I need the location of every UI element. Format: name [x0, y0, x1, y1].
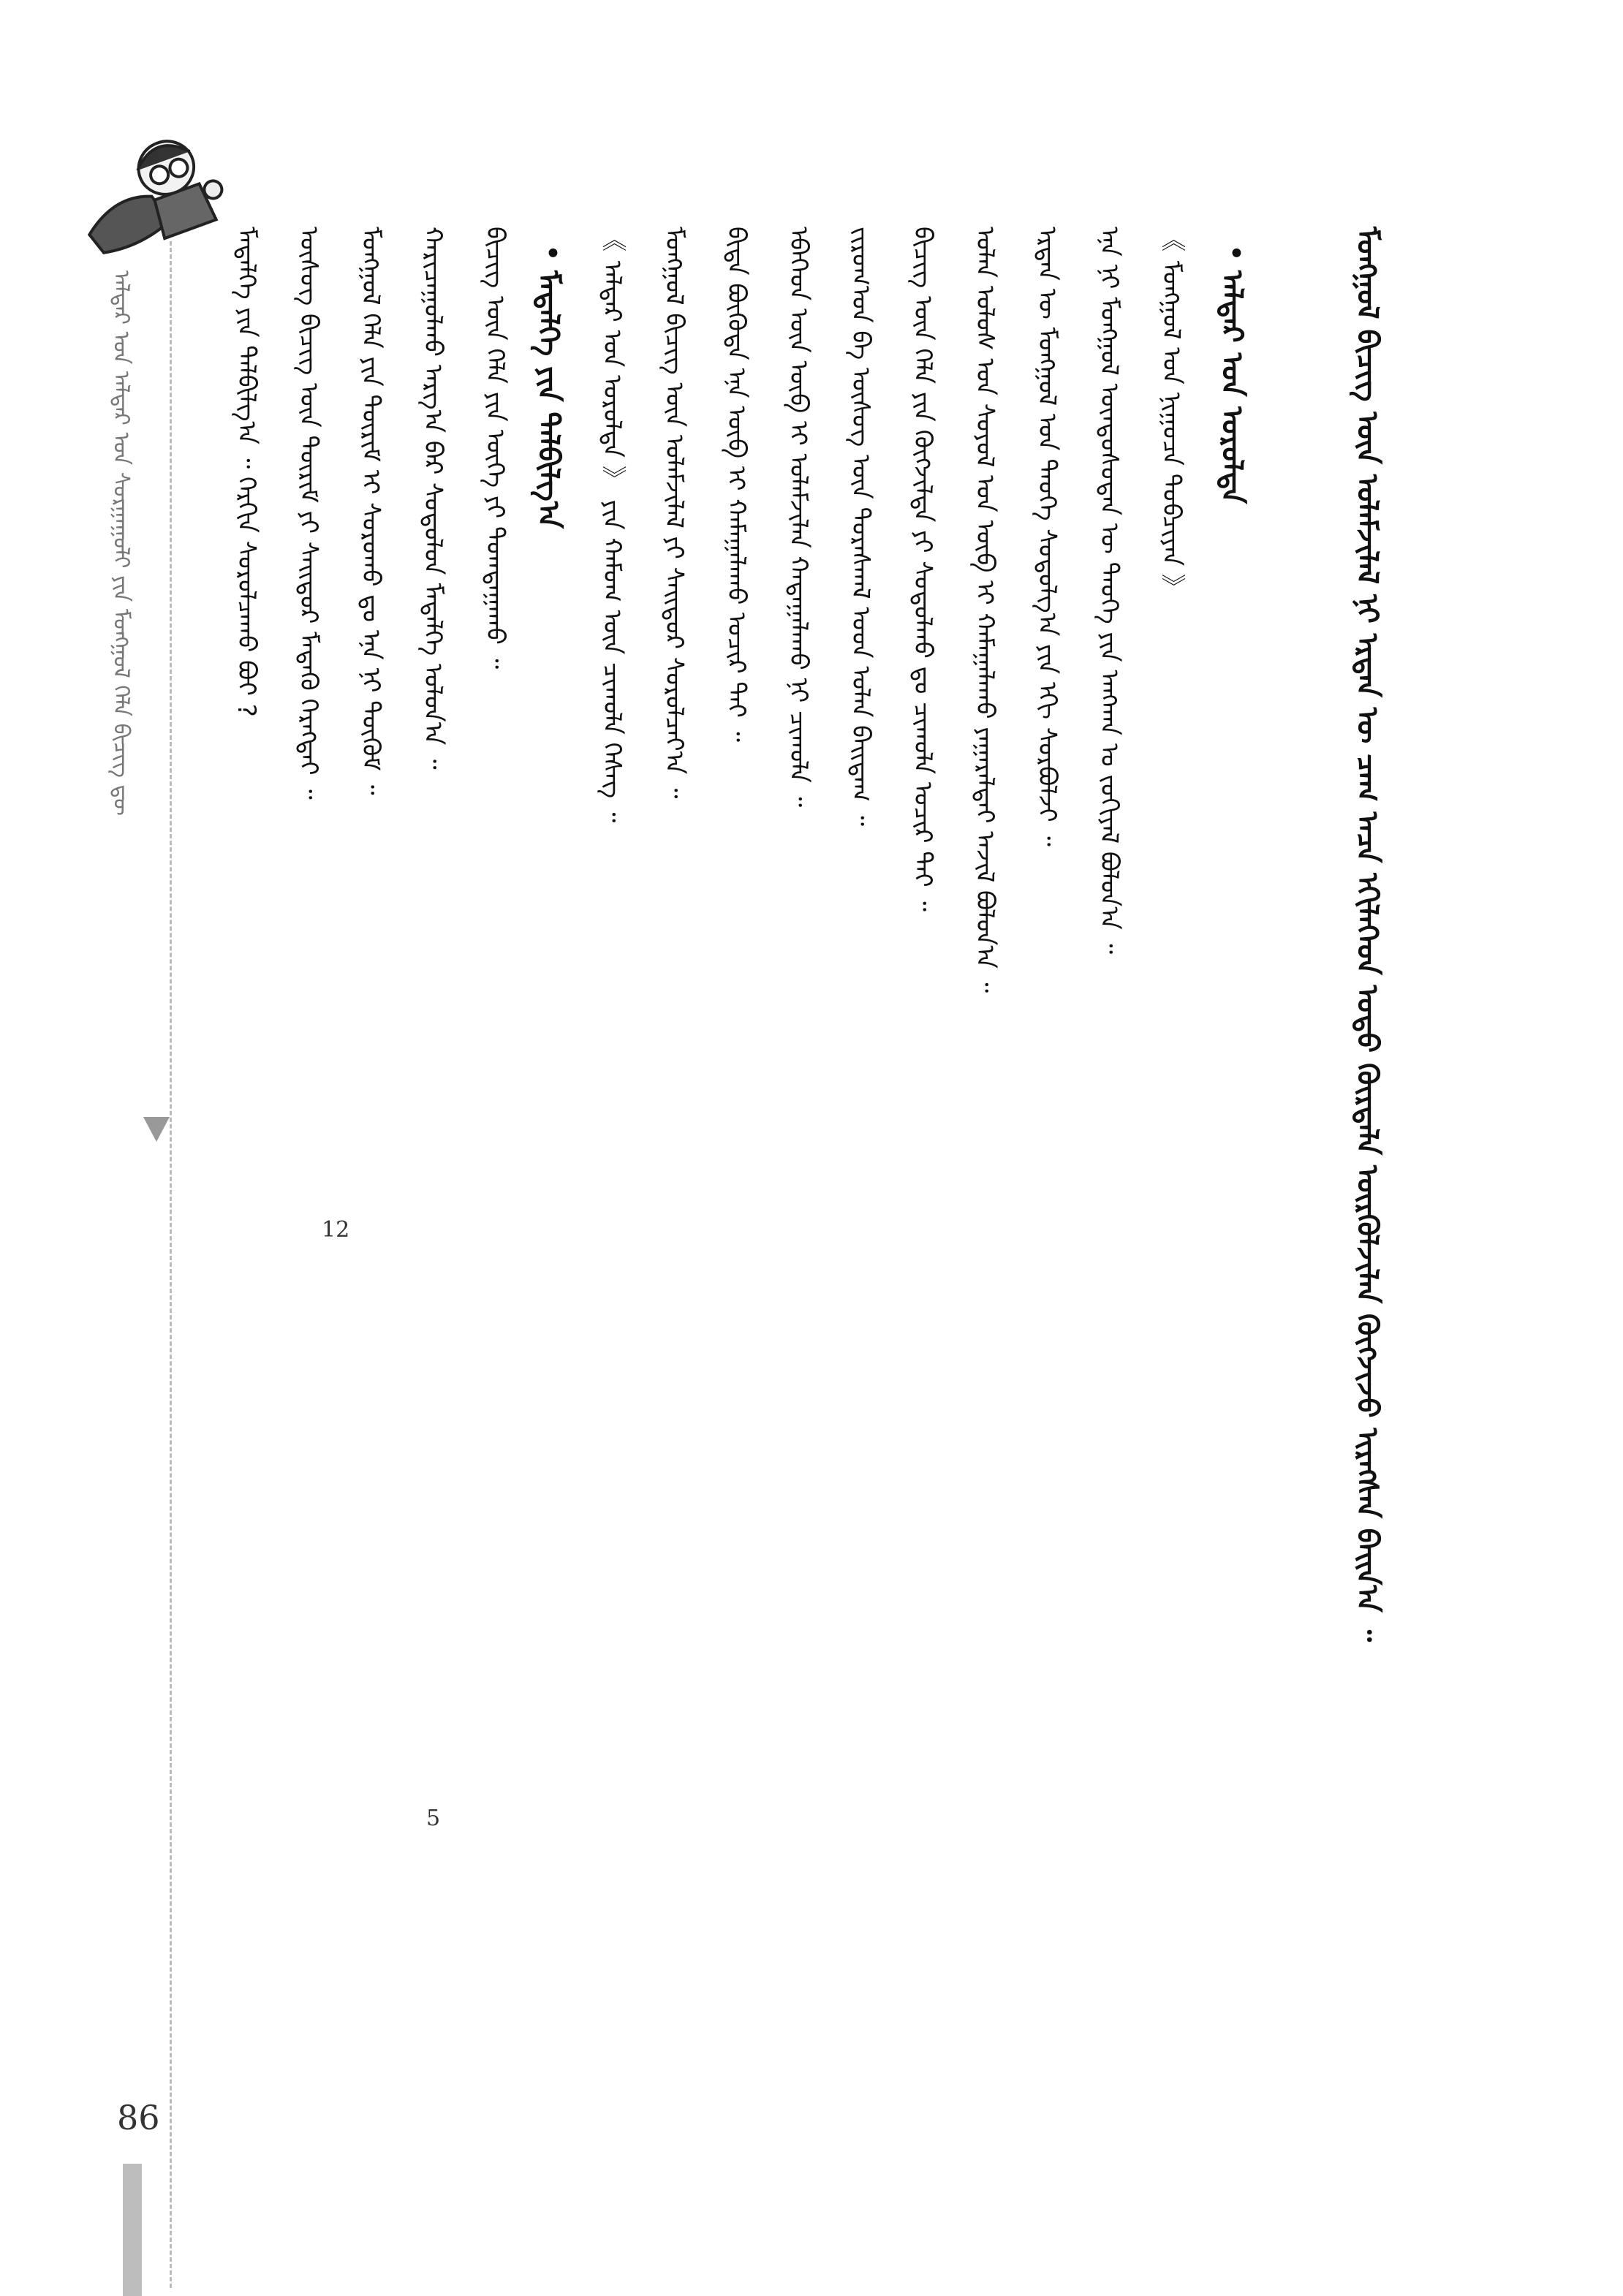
- section-title-2: ᠮᠡᠳᠡᠯᠭᠡ ᠶᠢᠨ ᠲᠠᠯᠪᠢᠯᠭ᠎ᠠ: [531, 270, 565, 529]
- paragraph-1-line: 《 ᠮᠣᠩᠭᠣᠯ ᠤᠨ ᠨᠢᠭᠤᠴᠠ ᠲᠣᠪᠴᠢᠶᠠᠨ 》: [1157, 227, 1186, 600]
- section-title-1: ᠠᠯᠳᠠᠷ ᠤᠨ ᠤᠷᠤᠯᠲᠠ: [1215, 270, 1249, 504]
- triangle-arrow-icon: [143, 1117, 170, 1142]
- paragraph-1-line: 《 ᠠᠯᠳᠠᠷ ᠤᠨ ᠤᠷᠤᠯᠲᠠ 》 ᠶᠢᠨ ᠬᠠᠮᠤᠭ ᠦᠨ ᠴᠢᠬᠤᠯᠠ ᠬᠡᠰᠡᠭ ᠃: [597, 227, 627, 823]
- paragraph-2-line: ᠬᠠᠷᠢᠴᠠᠭᠤᠯᠬᠤ ᠠᠷᠭ᠎ᠠ ᠪᠠᠷ ᠰᠤᠳᠤᠯᠤᠨ ᠮᠡᠳᠡᠯᠭᠡ ᠣᠯᠤᠨ᠎ᠠ ᠃: [418, 227, 447, 770]
- paragraph-1-line: ᠮᠣᠩᠭᠣᠯ ᠪᠢᠴᠢᠭ ᠦᠨ ᠤᠯᠠᠮᠵᠢᠯᠠᠯ ᠶᠢ ᠰᠠᠢᠲᠤᠷ ᠰᠤᠷᠤᠯᠴᠠᠶ᠎ᠠ ᠃: [659, 227, 689, 799]
- dashed-divider: [170, 241, 172, 2288]
- paragraph-1-heading-line: ᠮᠣᠩᠭᠣᠯ ᠪᠢᠴᠢᠭ ᠦᠨ ᠤᠯᠠᠮᠵᠢᠯᠠᠯ ᠨᠢ ᠡᠷᠲᠡᠨ ᠦ ᠴᠠᠭ ᠠᠴᠠ ᠡᠬᠢᠯᠡᠭᠡᠳ ᠣᠳᠣ ᠬᠦᠷᠲᠡᠯᠡ ᠦᠷᠭᠦᠯᠵᠢᠯᠡᠨ ᠬᠥᠭᠵᠢᠵᠦ ᠢᠷᠡᠭᠰᠡᠨ ᠪᠠᠢᠨ᠎ᠠ ᠃: [1350, 227, 1384, 1642]
- paragraph-1-line: ᠣᠯᠠᠨ ᠤᠯᠤᠰ ᠤᠨ ᠰᠣᠶᠣᠯ ᠤᠨ ᠥᠪ ᠢ ᠬᠠᠮᠠᠭᠠᠯᠠᠬᠤ ᠶᠠᠭᠠᠷᠠᠯᠲᠠᠢ ᠠᠵᠢᠯ ᠪᠣᠯᠤᠨ᠎ᠠ ᠃: [970, 227, 999, 993]
- inline-number: 5: [426, 1806, 441, 1831]
- paragraph-1-line: ᠡᠪᠡᠭᠡᠳ ᠦᠨ ᠥᠪ ᠢ ᠤᠯᠠᠮᠵᠢᠯᠠᠨ ᠬᠠᠳᠠᠭᠠᠯᠠᠬᠤ ᠨᠢ ᠴᠢᠬᠤᠯᠠ ᠃: [784, 227, 813, 808]
- page-number: 86: [117, 2098, 160, 2137]
- running-header: ᠠᠯᠳᠠᠷ ᠤᠨ ᠠᠯᠳᠠᠷ ᠤᠨ ᠰᠤᠷᠭᠠᠭᠤᠯᠢ ᠶᠢᠨ ᠮᠣᠩᠭᠣᠯ ᠬᠡᠯᠡ ᠪᠢᠴᠢᠭ ᠳᠦ: [108, 270, 134, 816]
- inline-number: 12: [322, 1217, 350, 1243]
- bullet-icon: •: [1221, 245, 1250, 261]
- paragraph-1-line: ᠡᠷᠲᠡᠨ ᠦ ᠮᠣᠩᠭᠣᠯ ᠤᠨ ᠲᠡᠦᠬᠡ ᠰᠤᠳᠤᠯᠭ᠎ᠠ ᠶᠢᠨ ᠡᠬᠢ ᠰᠤᠷᠪᠤᠯᠵᠢ ᠃: [1032, 227, 1062, 846]
- paragraph-2-line: ᠮᠣᠩᠭᠣᠯ ᠬᠡᠯᠡ ᠶᠢᠨ ᠳᠦᠷᠢᠮ ᠢ ᠰᠤᠷᠤᠬᠤ ᠳᠤ ᠡᠨᠡ ᠨᠢ ᠳᠥᠭᠥᠮ ᠃: [356, 227, 385, 795]
- page-edge-tab: [123, 2164, 142, 2296]
- paragraph-1-line: ᠵᠢᠷᠤᠭ᠎ᠤᠨ ᠪᠠ ᠦᠰᠦᠭ ᠦᠨ ᠳᠤᠷᠠᠰᠬᠠᠯ ᠤᠳ ᠣᠯᠠᠨ ᠪᠠᠢᠳᠠᠭ ᠃: [846, 227, 875, 826]
- paragraph-1-line: ᠡᠨᠡ ᠨᠢ ᠮᠣᠩᠭᠣᠯ ᠦᠨᠳᠦᠰᠦᠲᠡᠨ ᠦ ᠲᠡᠦᠬᠡ ᠶᠢᠨ ᠠᠩᠬᠠᠨ ᠤ ᠵᠣᠬᠢᠶᠠᠯ ᠪᠣᠯᠤᠨ᠎ᠠ ᠃: [1094, 227, 1124, 955]
- bullet-icon: •: [537, 245, 567, 261]
- paragraph-2-line: ᠮᠡᠳᠡᠯᠭᠡ ᠶᠢᠨ ᠲᠠᠯᠪᠢᠯᠭ᠎ᠠ ᠃ ᠬᠡᠷᠬᠢᠨ ᠰᠤᠷᠤᠯᠴᠠᠬᠤ ᠪᠤᠢ ?: [232, 227, 261, 717]
- paragraph-2-line: ᠪᠢᠴᠢᠭ᠌ ᠦᠨ ᠬᠡᠯᠡ ᠶᠢᠨ ᠦᠭᠡ ᠶᠢ ᠲᠣᠭᠲᠠᠭᠠᠬᠤ ᠃: [480, 227, 510, 670]
- paragraph-1-line: ᠪᠢᠴᠢᠭ᠌ ᠦᠨ ᠬᠡᠯᠡ ᠶᠢᠨ ᠬᠥᠭᠵᠢᠯᠲᠡ ᠶᠢ ᠰᠤᠳᠤᠯᠬᠤ ᠳᠤ ᠴᠢᠬᠤᠯᠠ ᠤᠴᠢᠷ ᠲᠠᠢ ᠃: [908, 227, 937, 912]
- paragraph-1-line: ᠪᠢᠳᠡ ᠪᠦᠭᠦᠳᠡ ᠡᠨᠡ ᠦᠪ ᠢ ᠬᠠᠮᠠᠭᠠᠯᠠᠬᠤ ᠤᠴᠢᠷ ᠲᠠᠢ ᠃: [722, 227, 751, 743]
- paragraph-2-line: ᠦᠰᠦᠭ ᠪᠢᠴᠢᠭ ᠦᠨ ᠳᠦᠷᠢᠮ ᠶᠢ ᠰᠠᠢᠲᠤᠷ ᠮᠡᠳᠡᠬᠦ ᠬᠡᠷᠡᠭᠲᠡᠢ ᠃: [294, 227, 323, 800]
- mascot-illustration: [64, 132, 232, 256]
